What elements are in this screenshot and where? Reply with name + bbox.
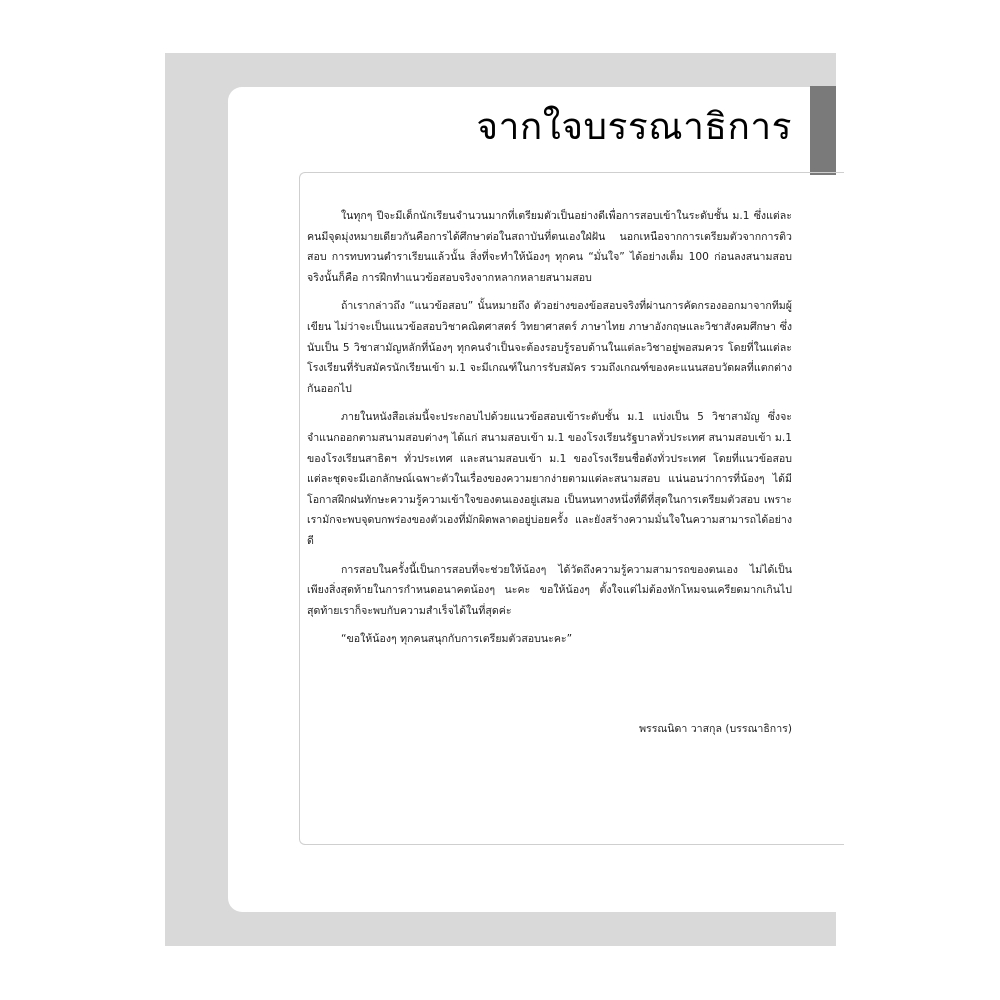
paragraph-4: การสอบในครั้งนี้เป็นการสอบที่จะช่วยให้น้องๆ ได้วัดถึงความรู้ความสามารถของตนเอง ไม่ได้เป็นเพียงสิ่งสุดท้ายในการกำหนดอนาคตน้องๆ นะคะ ขอให้น้องๆ ตั้งใจแต่ไม่ต้องหักโหมจนเครียดมากเกินไป สุดท้ายเราก็จะพบกับความสำเร็จได้ในที่สุดค่ะ (307, 563, 792, 617)
closing-quote: “ขอให้น้องๆ ทุกคนสนุกกับการเตรียมตัวสอบนะคะ” (341, 633, 573, 646)
page-title: จากใจบรรณาธิการ (476, 105, 792, 148)
title-accent-tab (810, 86, 836, 175)
editor-signature: พรรณนิดา วาสกุล (บรรณาธิการ) (639, 723, 792, 735)
paragraph-2: ถ้าเรากล่าวถึง “แนวข้อสอบ” นั้นหมายถึง ตัวอย่างของข้อสอบจริงที่ผ่านการคัดกรองออกมาจากทีมผู้เขียน ไม่ว่าจะเป็นแนวข้อสอบวิชาคณิตศาสตร์ วิทยาศาสตร์ ภาษาไทย ภาษาอังกฤษและวิชาสังคมศึกษา ซึ่งนับเป็น 5 วิชาสามัญหลักที่น้องๆ ทุกคนจำเป็นจะต้องรอบรู้รอบด้านในแต่ละวิชาอยู่พอสมควร โดยที่ในแต่ละโรงเรียนที่รับสมัครนักเรียนเข้า ม.1 จะมีเกณฑ์ในการรับสมัคร รวมถึงเกณฑ์ของคะแนนสอบวัดผลที่แตกต่างกันออกไป (307, 300, 792, 395)
paragraph-1: ในทุกๆ ปีจะมีเด็กนักเรียนจำนวนมากที่เตรียมตัวเป็นอย่างดีเพื่อการสอบเข้าในระดับชั้น ม.1 ซึ่งแต่ละคนมีจุดมุ่งหมายเดียวกันคือการได้ศึกษาต่อในสถาบันที่ตนเองใฝ่ฝัน นอกเหนือจากการเตรียมตัวจากการติวสอบ การทบทวนตำราเรียนแล้วนั้น สิ่งที่จะทำให้น้องๆ ทุกคน “มั่นใจ” ได้อย่างเต็ม 100 ก่อนลงสนามสอบจริงนั้นก็คือ การฝึกทำแนวข้อสอบจริงจากหลากหลายสนามสอบ (307, 210, 792, 284)
paragraph-3: ภายในหนังสือเล่มนี้จะประกอบไปด้วยแนวข้อสอบเข้าระดับชั้น ม.1 แบ่งเป็น 5 วิชาสามัญ ซึ่งจะจำแนกออกตามสนามสอบต่างๆ ได้แก่ สนามสอบเข้า ม.1 ของโรงเรียนรัฐบาลทั่วประเทศ สนามสอบเข้า ม.1 ของโรงเรียนสาธิตฯ ทั่วประเทศ และสนามสอบเข้า ม.1 ของโรงเรียนชื่อดังทั่วประเทศ โดยที่แนวข้อสอบแต่ละชุดจะมีเอกลักษณ์เฉพาะตัวในเรื่องของความยากง่ายตามแต่ละสนามสอบ แน่นอนว่าการที่น้องๆ ได้มีโอกาสฝึกฝนทักษะความรู้ความเข้าใจของตนเองอยู่เสมอ เป็นหนทางหนึ่งที่ดีที่สุดในการเตรียมตัวสอบ เพราะเรามักจะพบจุดบกพร่องของตัวเองที่มักผิดพลาดอยู่บ่อยครั้ง และยังสร้างความมั่นใจในความสามารถได้อย่างดี (307, 411, 792, 547)
letter-body (307, 206, 792, 650)
